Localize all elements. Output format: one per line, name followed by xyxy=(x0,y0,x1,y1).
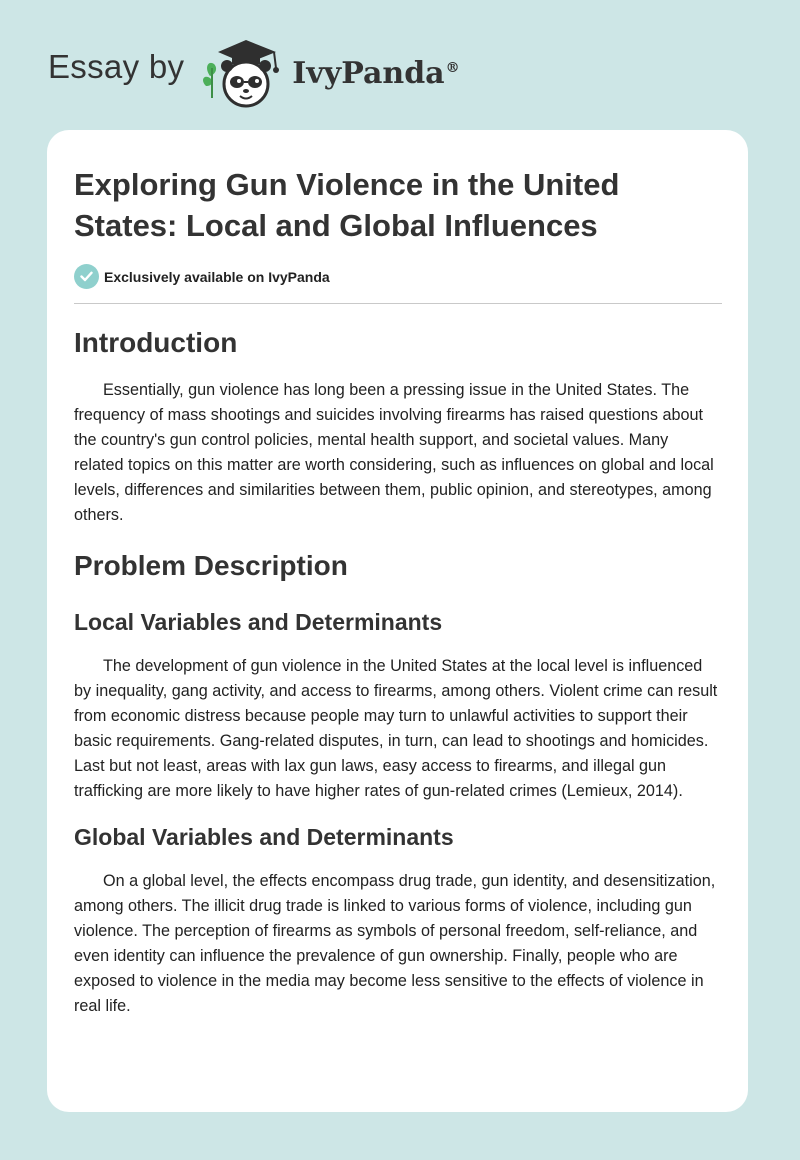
brand-name[interactable]: IvyPanda® xyxy=(292,55,460,91)
global-variables-paragraph: On a global level, the effects encompass drug trade, gun identity, and desensitization, among others. The illicit drug trade is linked to various forms of violence, including gun violence. The perception of firearms as symbols of personal freedom, self-reliance, and even identity can influence the prevalence of gun ownership. Finally, people who are exposed to violence in the media may become less sensitive to the effects of violence in real life. xyxy=(74,872,716,1015)
problem-description-heading: Problem Description xyxy=(74,550,348,581)
global-variables-heading: Global Variables and Determinants xyxy=(74,824,454,850)
exclusive-badge xyxy=(74,264,722,304)
exclusive-badge-text: Exclusively available on IvyPanda xyxy=(104,268,330,285)
registered-mark: ® xyxy=(445,59,460,76)
essay-card xyxy=(47,130,748,1112)
essay-by-label: Essay by xyxy=(48,48,185,85)
local-variables-paragraph: The development of gun violence in the United States at the local level is influenced by inequality, gang activity, and access to firearms, among others. Violent crime can result from economic distress because people may turn to unlawful activities to support their basic requirements. Gang-related disputes, in turn, can lead to shootings and homicides. Last but not least, areas with lax gun laws, easy access to firearms, and illegal gun trafficking are more likely to have higher rates of gun-related crimes (Lemieux, 2014). xyxy=(74,657,718,800)
local-variables-heading: Local Variables and Determinants xyxy=(74,609,443,635)
panda-graduation-cap-logo[interactable] xyxy=(196,30,286,110)
essay-title: Exploring Gun Violence in the United States: Local and Global Influences xyxy=(74,167,620,243)
introduction-paragraph: Essentially, gun violence has long been a pressing issue in the United States. The frequency of mass shootings and suicides involving firearms has raised questions about the country's gun control policies, mental health support, and societal values. Many related topics on this matter are worth considering, such as influences on global and local levels, differences and similarities between them, public opinion, and stereotypes, among others. xyxy=(74,381,714,524)
site-header xyxy=(48,30,460,110)
check-circle-icon xyxy=(74,264,99,289)
introduction-heading: Introduction xyxy=(74,327,238,358)
